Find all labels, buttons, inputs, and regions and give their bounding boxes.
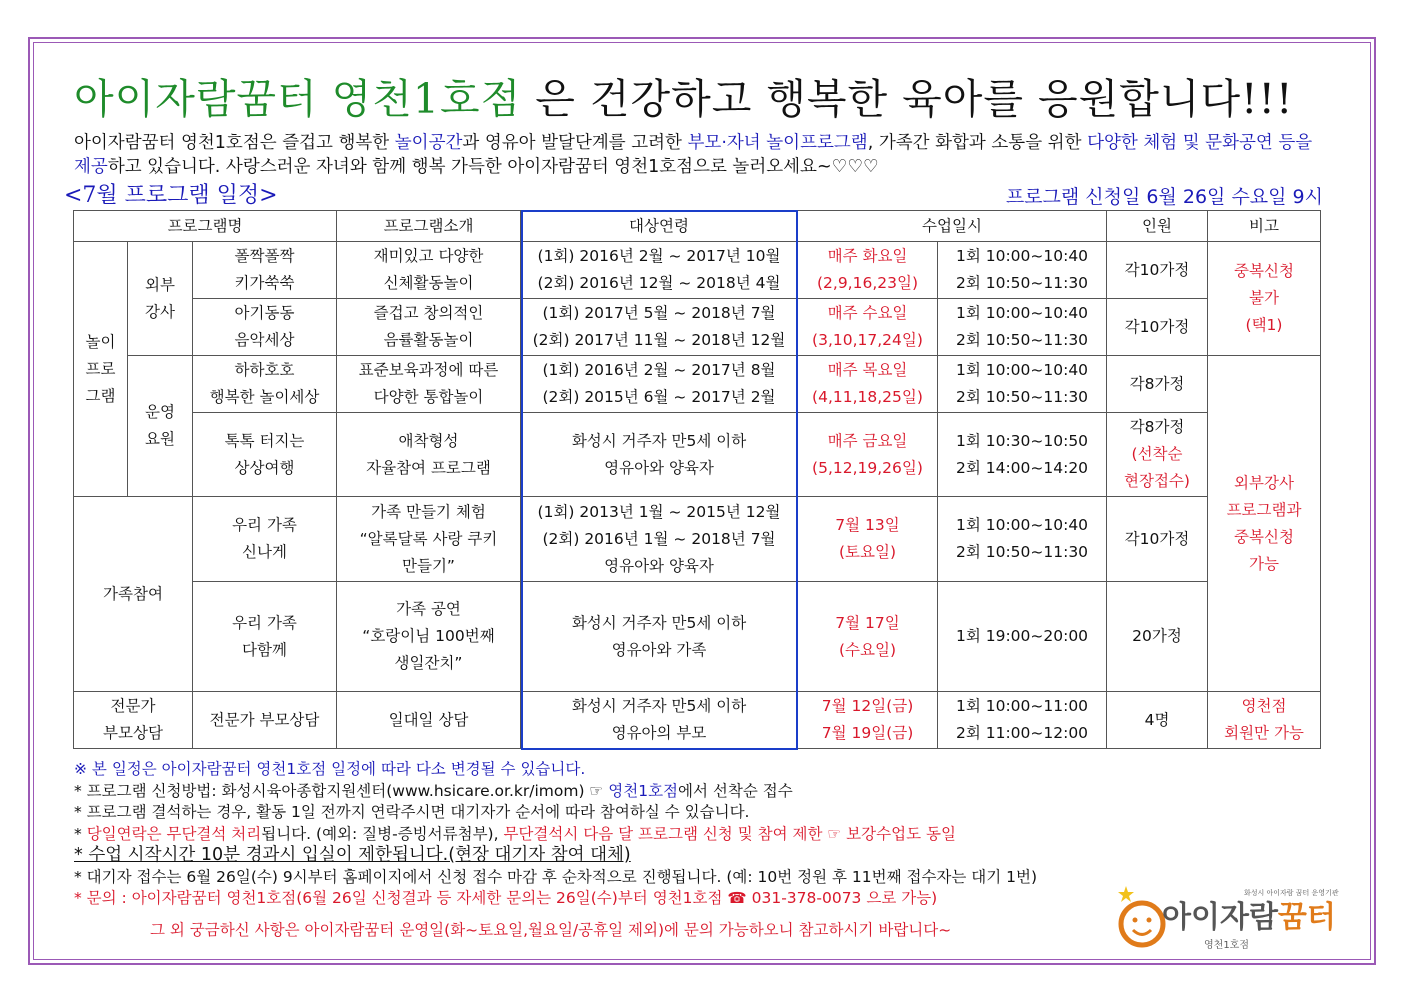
capacity: 각10가정 <box>1107 242 1208 299</box>
notes-section <box>74 759 1037 941</box>
target-age: (1회) 2016년 2월 ~ 2017년 8월 (2회) 2015년 6월 ~ 2017년 2월 <box>521 356 798 413</box>
target-age: (1회) 2013년 1월 ~ 2015년 12월 (2회) 2016년 1월 ~ 2018년 7월 영유아와 양육자 <box>521 497 798 582</box>
page-title <box>74 66 1294 125</box>
header-capacity: 인원 <box>1107 211 1208 242</box>
remark-no-duplicate: 중복신청 불가 (택1) <box>1208 242 1321 356</box>
title-center-name: 아이자람꿈터 영천1호점 <box>74 75 522 123</box>
intro-text-1: 아이자람꿈터 영천1호점은 즐겁고 행복한 <box>74 133 395 153</box>
note-late-entry: * 수업 시작시간 10분 경과시 입실이 제한됩니다.(현장 대기자 참여 대체) <box>74 845 631 865</box>
center-logo <box>1112 884 1360 954</box>
logo-branch: 영천1호점 <box>1204 940 1250 951</box>
title-rest: 은 건강하고 행복한 육아를 응원합니다!!! <box>535 75 1294 123</box>
program-name: 우리 가족 신나게 <box>193 497 337 582</box>
month-program-title: <7월 프로그램 일정> <box>64 183 278 208</box>
table-row <box>74 582 1321 692</box>
intro-text-4: 하고 있습니다. 사랑스러운 자녀와 함께 행복 가득한 아이자람꿈터 영천1호점으로 놀러오세요~♡♡♡ <box>107 157 879 177</box>
class-time: 1회 10:00~10:40 2회 10:50~11:30 <box>938 356 1107 413</box>
header-program-intro: 프로그램소개 <box>337 211 521 242</box>
program-intro: 애착형성 자율참여 프로그램 <box>337 413 521 497</box>
capacity: 각10가정 <box>1107 299 1208 356</box>
intro-text-3: , 가족간 화합과 소통을 위한 <box>867 133 1088 153</box>
note-contact: * 문의 : 아이자람꿈터 영천1호점(6월 26일 신청결과 등 자세한 문의는 26일(수)부터 영천1호점 ☎ 031-378-0073 으로 가능) <box>74 889 938 907</box>
target-age: (1회) 2016년 2월 ~ 2017년 10월 (2회) 2016년 12월 ~ 2018년 4월 <box>521 242 798 299</box>
program-intro: 표준보육과정에 따른 다양한 통합놀이 <box>337 356 521 413</box>
class-day: 7월 13일 (토요일) <box>798 497 938 582</box>
target-age: 화성시 거주자 만5세 이하 영유아와 가족 <box>521 582 798 692</box>
note-apply-method: * 프로그램 신청방법: 화성시육아종합지원센터(www.hsicare.or.kr/imom) ☞ 영천1호점에서 선착순 접수 <box>74 781 793 800</box>
remark-members-only: 영천점 회원만 가능 <box>1208 692 1321 749</box>
class-time: 1회 10:30~10:50 2회 14:00~14:20 <box>938 413 1107 497</box>
class-day: 매주 수요일 (3,10,17,24일) <box>798 299 938 356</box>
remark-duplicate-allowed: 외부강사 프로그램과 중복신청 가능 <box>1208 356 1321 692</box>
category-play-program: 놀이 프로 그램 <box>74 242 128 497</box>
header-program-name: 프로그램명 <box>74 211 337 242</box>
program-intro: 가족 만들기 체험 “알록달록 사랑 쿠키 만들기” <box>337 497 521 582</box>
class-time: 1회 10:00~10:40 2회 10:50~11:30 <box>938 299 1107 356</box>
class-day: 매주 금요일 (5,12,19,26일) <box>798 413 938 497</box>
program-name: 전문가 부모상담 <box>193 692 337 749</box>
intro-highlight-1: 놀이공간 <box>394 133 463 153</box>
program-name: 폴짝폴짝 키가쑥쑥 <box>193 242 337 299</box>
program-intro: 즐겁고 창의적인 음률활동놀이 <box>337 299 521 356</box>
table-row <box>74 692 1321 749</box>
note-schedule-change: ※ 본 일정은 아이자람꿈터 영천1호점 일정에 따라 다소 변경될 수 있습니다. <box>74 760 586 778</box>
note-absence: * 프로그램 결석하는 경우, 활동 1일 전까지 연락주시면 대기자가 순서에 따라 참여하실 수 있습니다. <box>74 803 750 821</box>
header-target-age: 대상연령 <box>521 211 798 242</box>
table-row <box>74 242 1321 299</box>
subcategory-staff: 운영 요원 <box>128 356 193 497</box>
table-row <box>74 299 1321 356</box>
logo-name: 아이자람꿈터 <box>1162 900 1336 935</box>
capacity-note: (선착순 현장접수) <box>1124 445 1190 490</box>
class-time: 1회 10:00~10:40 2회 10:50~11:30 <box>938 242 1107 299</box>
header-remarks: 비고 <box>1208 211 1321 242</box>
note-no-show: * 당일연락은 무단결석 처리됩니다. (예외: 질병-증빙서류첨부), 무단결석시 다음 달 프로그램 신청 및 참여 제한 ☞ 보강수업도 동일 <box>74 824 956 843</box>
intro-highlight-3: 다양한 체험 및 문화공연 등을 제공 <box>74 133 1313 177</box>
category-family: 가족참여 <box>74 497 193 692</box>
apply-date: 프로그램 신청일 6월 26일 수요일 9시 <box>1005 186 1323 208</box>
class-time: 1회 19:00~20:00 <box>938 582 1107 692</box>
program-intro: 가족 공연 “호랑이님 100번째 생일잔치” <box>337 582 521 692</box>
target-age: 화성시 거주자 만5세 이하 영유아와 양육자 <box>521 413 798 497</box>
program-name: 하하호호 행복한 놀이세상 <box>193 356 337 413</box>
capacity: 20가정 <box>1107 582 1208 692</box>
capacity: 각8가정 (선착순 현장접수) <box>1107 413 1208 497</box>
intro-highlight-2: 부모·자녀 놀이프로그램 <box>687 133 868 153</box>
target-age: (1회) 2017년 5월 ~ 2018년 7월 (2회) 2017년 11월 ~ 2018년 12월 <box>521 299 798 356</box>
table-row <box>74 413 1321 497</box>
program-intro: 일대일 상담 <box>337 692 521 749</box>
note-closing: 그 외 궁금하신 사항은 아이자람꿈터 운영일(화~토요일,월요일/공휴일 제외)에 문의 가능하오니 참고하시기 바랍니다~ <box>150 920 952 939</box>
class-time: 1회 10:00~10:40 2회 10:50~11:30 <box>938 497 1107 582</box>
target-age: 화성시 거주자 만5세 이하 영유아의 부모 <box>521 692 798 749</box>
program-name: 우리 가족 다함께 <box>193 582 337 692</box>
table-header-row <box>74 211 1321 242</box>
class-day: 7월 17일 (수요일) <box>798 582 938 692</box>
program-name: 아기동동 음악세상 <box>193 299 337 356</box>
table-row <box>74 356 1321 413</box>
intro-paragraph <box>74 131 1334 179</box>
header-class-time: 수업일시 <box>798 211 1107 242</box>
capacity: 각8가정 <box>1107 356 1208 413</box>
class-day: 매주 화요일 (2,9,16,23일) <box>798 242 938 299</box>
class-day: 7월 12일(금) 7월 19일(금) <box>798 692 938 749</box>
category-expert-counseling: 전문가 부모상담 <box>74 692 193 749</box>
subcategory-external-instructor: 외부 강사 <box>128 242 193 356</box>
table-row <box>74 497 1321 582</box>
program-name: 톡톡 터지는 상상여행 <box>193 413 337 497</box>
program-intro: 재미있고 다양한 신체활동놀이 <box>337 242 521 299</box>
note-waitlist: * 대기자 접수는 6월 26일(수) 9시부터 홈페이지에서 신청 접수 마감 후 순차적으로 진행됩니다. (예: 10번 정원 후 11번째 접수자는 대기 1번) <box>74 867 1038 886</box>
capacity: 각10가정 <box>1107 497 1208 582</box>
intro-text-2: 과 영유아 발달단계를 고려한 <box>462 133 688 153</box>
class-time: 1회 10:00~11:00 2회 11:00~12:00 <box>938 692 1107 749</box>
class-day: 매주 목요일 (4,11,18,25일) <box>798 356 938 413</box>
capacity: 4명 <box>1107 692 1208 749</box>
logo-tagline: 화성시 아이자람 꿈터 운영기관 <box>1244 889 1339 897</box>
schedule-table <box>73 210 1321 749</box>
